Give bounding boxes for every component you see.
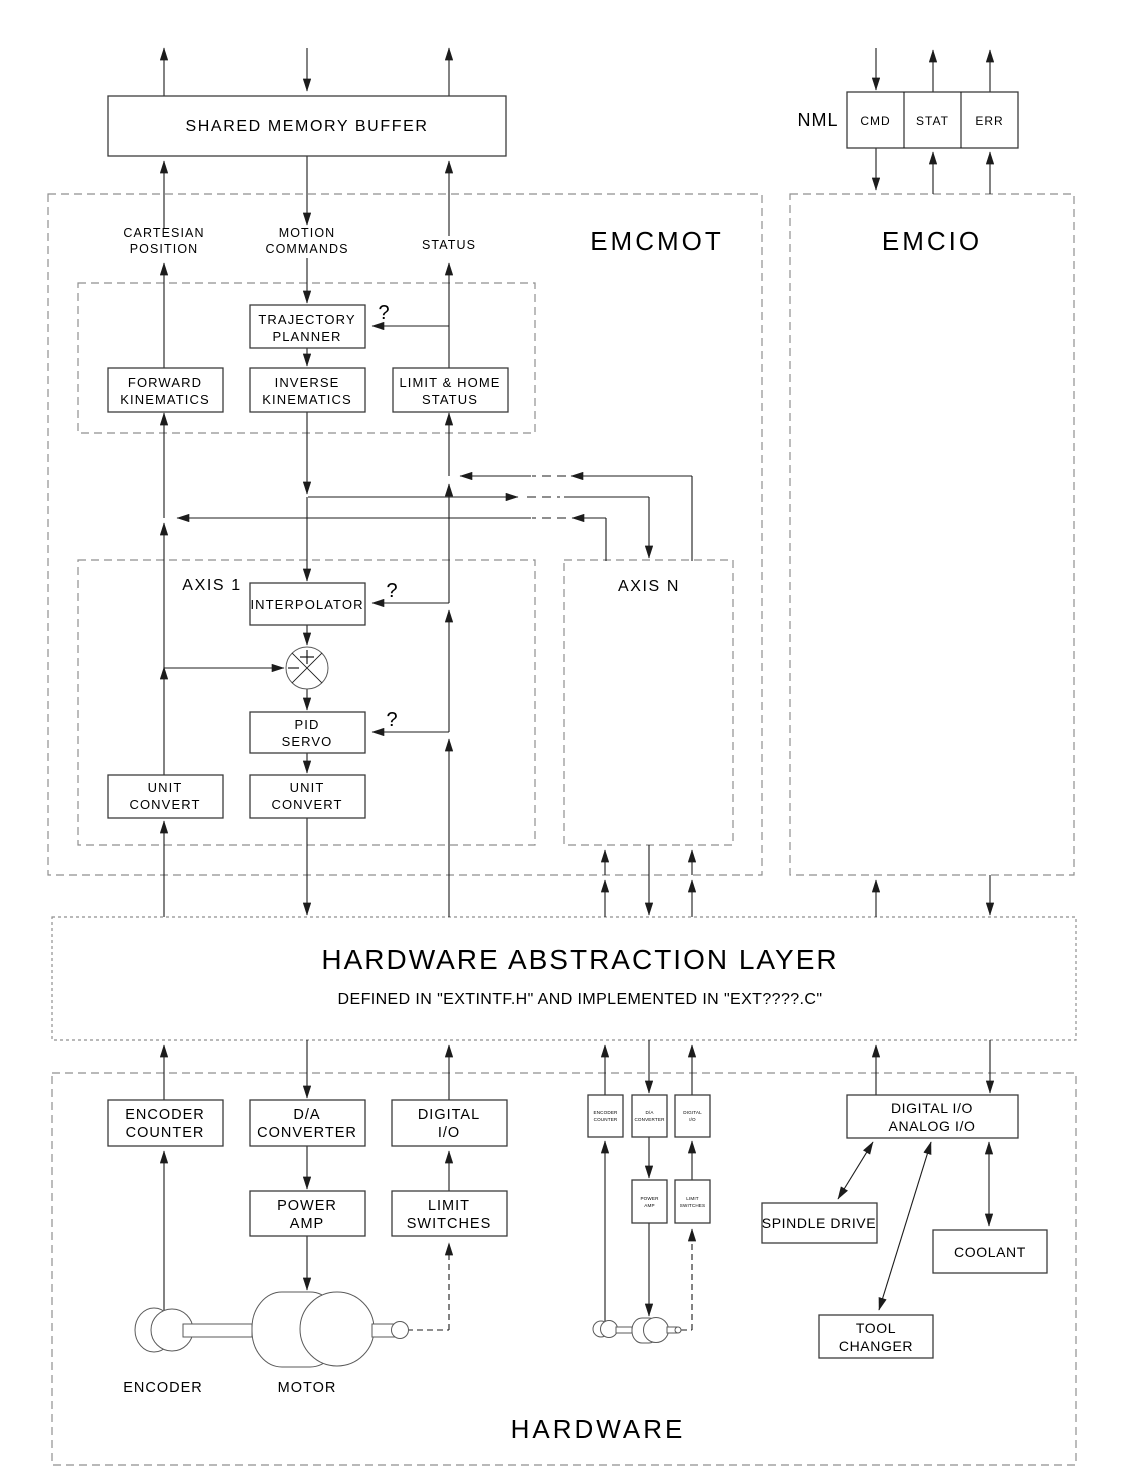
motor-label: MOTOR [277,1380,337,1396]
axisn-da-converter-box [632,1095,667,1137]
axisn-power-amp-label-1: POWER [640,1196,659,1201]
emcio-title: EMCIO [881,226,983,256]
pid-servo-label-2: SERVO [281,734,333,749]
pid-servo-label-1: PID [294,717,320,732]
axisn-digital-io-label-1: DIGITAL [683,1110,702,1115]
inverse-kinematics-label-2: KINEMATICS [262,392,352,407]
question-mark-trajectory: ? [378,302,390,324]
unit-convert-right-label-1: UNIT [289,780,325,795]
encoder-counter-label-1: ENCODER [125,1107,205,1123]
status-label: STATUS [421,238,477,252]
tool-changer-label-2: CHANGER [838,1338,914,1354]
unit-convert-left-label-2: CONVERT [129,797,201,812]
unit-convert-left-label-1: UNIT [147,780,183,795]
trajectory-planner-label-1: TRAJECTORY [258,312,356,327]
axisn-encoder-counter-label-2: COUNTER [593,1117,618,1122]
forward-kinematics-label-1: FORWARD [127,375,203,390]
axis-feedback-lines [177,476,692,561]
nml-err-label: ERR [975,114,1004,128]
encoder-label: ENCODER [123,1380,203,1396]
trajectory-planner-label-2: PLANNER [272,329,342,344]
cartesian-position-label-1: CARTESIAN [123,226,205,240]
axisn-digital-io-label-2: I/O [689,1117,696,1122]
da-converter-label-2: CONVERTER [257,1125,357,1141]
nml-label: NML [797,110,839,130]
digital-io-label-2: I/O [437,1125,461,1141]
boxes [108,92,1047,1358]
motor-graphic [252,1292,409,1367]
axisn-limit-switches-box [675,1180,710,1223]
axisn-da-converter-label-2: CONVERTER [634,1117,665,1122]
axisn-limit-switches-label-1: LIMIT [686,1196,699,1201]
inverse-kinematics-label-1: INVERSE [274,375,340,390]
nml-cmd-label: CMD [860,114,891,128]
limit-home-status-label-2: STATUS [422,392,478,407]
unit-convert-right-label-2: CONVERT [271,797,343,812]
motion-commands-label-1: MOTION [278,226,336,240]
digital-io-label-1: DIGITAL [417,1107,481,1123]
emcio-region [790,194,1074,875]
digital-analog-io-label-2: ANALOG I/O [888,1118,976,1134]
axisn-da-converter-label-1: D/A [645,1110,654,1115]
axisn-motor-graphic [632,1318,681,1344]
tool-changer-label-1: TOOL [855,1320,897,1336]
interpolator-label: INTERPOLATOR [250,597,364,612]
axisn-region [564,560,733,845]
encoder-counter-label-2: COUNTER [125,1125,205,1141]
power-amp-label-1: POWER [277,1198,337,1214]
digital-analog-io-label-1: DIGITAL I/O [890,1100,974,1116]
coolant-label: COOLANT [954,1244,1026,1260]
question-mark-interpolator: ? [386,580,398,602]
hal-title: HARDWARE ABSTRACTION LAYER [321,944,839,975]
cartesian-position-label-2: POSITION [129,242,199,256]
axisn-title: AXIS N [617,578,681,595]
encoder-graphic [135,1308,252,1352]
limit-home-status-label-1: LIMIT & HOME [399,375,501,390]
axisn-limit-switches-label-2: SWITCHES [679,1203,706,1208]
axisn-encoder-graphic [593,1321,632,1338]
shared-memory-buffer-label: SHARED MEMORY BUFFER [185,118,429,135]
emcmot-region [48,194,762,875]
axisn-power-amp-box [632,1180,667,1223]
axisn-encoder-counter-box [588,1095,623,1137]
hal-subtitle: DEFINED IN "EXTINTF.H" AND IMPLEMENTED IN "EXT????.C" [337,991,823,1008]
hardware-title: HARDWARE [510,1414,686,1444]
hal-region [52,917,1076,1040]
emcmot-title: EMCMOT [590,226,724,256]
axisn-power-amp-label-2: AMP [644,1203,655,1208]
power-amp-label-2: AMP [289,1216,325,1232]
nml-stat-label: STAT [916,114,949,128]
axis1-title: AXIS 1 [182,577,242,594]
axisn-encoder-counter-label-1: ENCODER [593,1110,618,1115]
spindle-drive-label: SPINDLE DRIVE [761,1215,877,1231]
limit-switches-label-1: LIMIT [427,1198,471,1214]
da-converter-label-1: D/A [293,1107,321,1123]
axisn-digital-io-box [675,1095,710,1137]
emcio-hal-lines [876,875,990,1095]
summing-junction [286,647,328,689]
motion-commands-label-2: COMMANDS [265,242,349,256]
question-mark-pid: ? [386,709,398,731]
forward-kinematics-label-2: KINEMATICS [120,392,210,407]
limit-switches-label-2: SWITCHES [406,1216,492,1232]
axisn-hardware-lines [605,845,692,1330]
